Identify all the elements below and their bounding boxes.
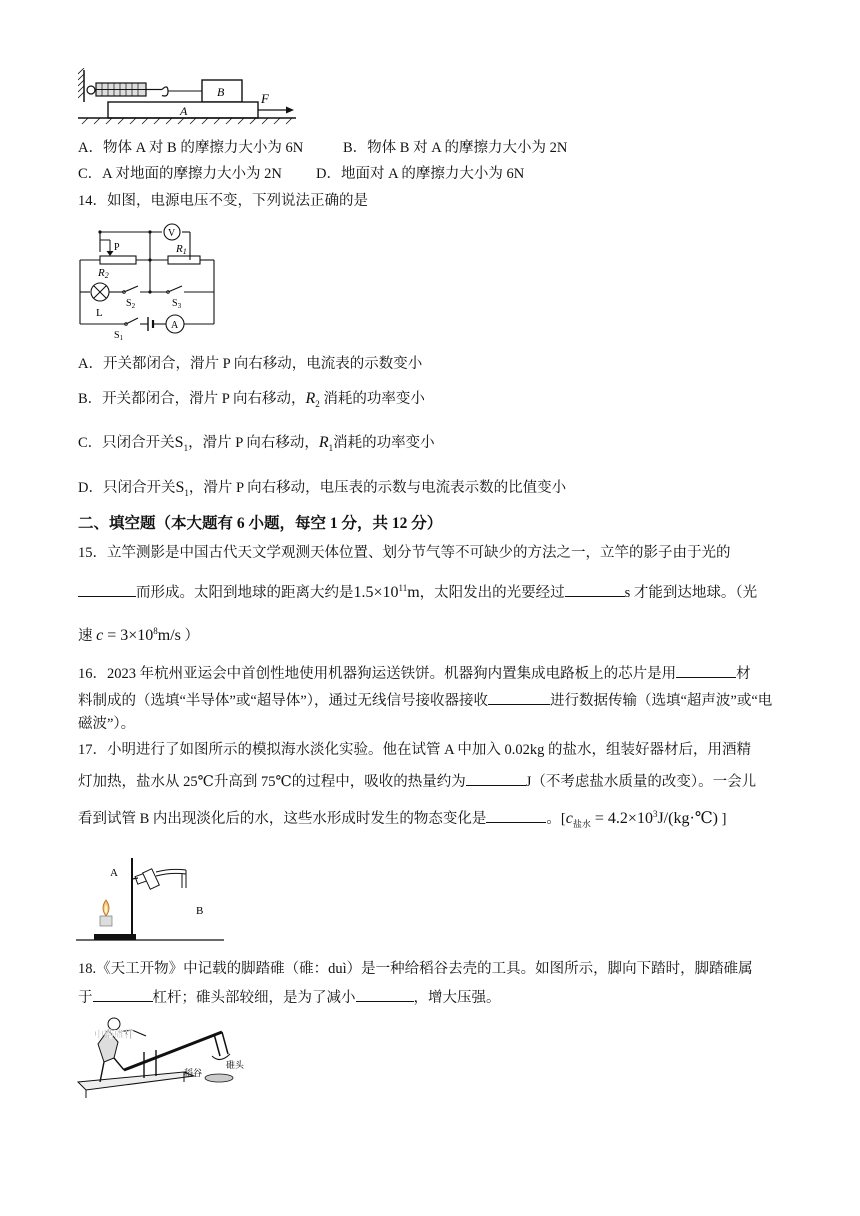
q14-label-a: A — [171, 320, 179, 331]
svg-text:S1 — [114, 330, 124, 342]
q16-line1-a: 16．2023 年杭州亚运会中首创性地使用机器狗运送铁饼。机器狗内置集成电路板上的芯片是用 — [78, 666, 677, 682]
q16-blank-2[interactable] — [488, 690, 550, 705]
q15-c-exp: 8 — [153, 626, 158, 636]
q17-blank-2[interactable] — [486, 808, 546, 823]
q17-distillation-figure — [76, 848, 226, 944]
q17-line3-a: 看到试管 B 内出现淡化后的水，这些水形成时发生的物态变化是 — [78, 811, 487, 827]
q14-option-b-post: 消耗的功率变小 — [323, 391, 425, 407]
q14-option-c-post: 消耗的功率变小 — [333, 435, 435, 451]
q13-option-c[interactable]: C．A 对地面的摩擦力大小为 2N — [78, 166, 282, 182]
q14-label-s3: S — [172, 298, 178, 309]
q17-c-exp: 3 — [652, 809, 658, 820]
q16-line2 — [78, 690, 772, 709]
q15-line3 — [78, 627, 199, 644]
q14-option-a[interactable]: A．开关都闭合，滑片 P 向右移动，电流表的示数变小 — [78, 356, 423, 372]
q14-label-p: P — [114, 242, 120, 253]
q16-blank-1[interactable] — [676, 663, 736, 678]
section-title-fill-blank: 二、填空题（本大题有 6 小题，每空 1 分，共 12 分） — [78, 515, 443, 532]
q14-option-c-mid: ，滑片 P 向右移动， — [188, 435, 319, 451]
q14-option-b-text: B．开关都闭合，滑片 P 向右移动， — [78, 391, 306, 407]
q14-option-d-sub: 1 — [184, 487, 189, 498]
q15-line3-b: ） — [180, 627, 200, 644]
q17-c-var: c — [565, 810, 573, 827]
q15-line2-b: ，太阳发出的光要经过 — [419, 585, 565, 601]
q18-label-grain: 稻谷 — [184, 1068, 203, 1078]
q15-line3-a: 速 — [78, 627, 97, 644]
svg-text:S3 — [172, 298, 182, 310]
q16-line2-a: 料制成的（选填“半导体”或“超导体”），通过无线信号接收器接收 — [78, 693, 488, 709]
q13-label-b: B — [217, 85, 225, 99]
q15-distance-exp: 11 — [398, 583, 408, 594]
q17-line2-a: 灯加热，盐水从 25℃升高到 75℃的过程中，吸收的热量约为 — [78, 774, 466, 790]
q15-line1: 15．立竿测影是中国古代天文学观测天体位置、划分节气等不可缺少的方法之一，立竿的影子由于光的 — [78, 545, 731, 561]
q17-line3 — [78, 808, 726, 829]
q17-line3-end: ] — [718, 811, 727, 827]
q14-option-c-sub: 1 — [183, 442, 189, 453]
q14-option-c-var: S — [174, 434, 184, 451]
q14-label-r1-sub: 1 — [182, 247, 187, 256]
q18-line2-a: 于 — [78, 990, 93, 1006]
q15-distance-num: 1.5×10 — [353, 584, 399, 601]
q18-line2 — [78, 987, 501, 1006]
q15-distance-unit: m — [407, 584, 420, 601]
q14-label-r1: R — [176, 243, 183, 255]
q15-c-unit: m/s — [157, 626, 181, 644]
q13-label-a: A — [180, 104, 188, 118]
q17-line3-b: 。[ — [546, 811, 566, 827]
q14-option-d-text: D．只闭合开关 — [78, 480, 176, 496]
q14-option-b[interactable] — [78, 391, 425, 409]
q15-blank-1[interactable] — [78, 582, 136, 597]
q15-line2 — [78, 582, 757, 601]
svg-text:R2 — [97, 267, 109, 280]
svg-text:S2 — [126, 298, 136, 310]
q14-option-c-var2: R — [318, 434, 329, 451]
q14-option-b-var: R — [305, 390, 316, 407]
q14-option-c-sub2: 1 — [328, 442, 334, 453]
q13-options-row2 — [78, 166, 525, 182]
q14-option-d[interactable] — [78, 480, 566, 498]
q14-circuit-figure — [76, 222, 218, 344]
q18-blank-1[interactable] — [93, 987, 153, 1002]
q14-label-s3-sub: 3 — [177, 302, 182, 310]
q13-option-d[interactable]: D．地面对 A 的摩擦力大小为 6N — [316, 166, 525, 182]
q18-foot-pestle-figure — [74, 1012, 254, 1100]
q15-blank-2[interactable] — [565, 582, 625, 597]
q17-c-sub: 盐水 — [572, 818, 591, 829]
q13-option-b[interactable]: B．物体 B 对 A 的摩擦力大小为 2N — [343, 140, 568, 156]
q14-label-s1: S — [114, 330, 120, 341]
q14-option-d-var: S — [175, 479, 185, 496]
q13-figure — [78, 68, 298, 130]
q14-option-c[interactable] — [78, 435, 435, 453]
q16-line3: 磁波”）。 — [78, 716, 136, 732]
q18-line2-b: 杠杆；碓头部较细，是为了减小 — [152, 990, 356, 1006]
q14-option-d-post: ，滑片 P 向右移动，电压表的示数与电流表示数的比值变小 — [188, 480, 567, 496]
q15-line2-a: 而形成。太阳到地球的距离大约是 — [136, 585, 354, 601]
q17-c-unit: J/(kg·℃) — [657, 810, 718, 827]
q13-options-row1 — [78, 140, 568, 156]
q16-line1 — [78, 663, 751, 682]
q14-label-l: L — [96, 307, 103, 319]
q17-c-eq: = 4.2×10 — [590, 810, 653, 827]
q18-line1: 18.《天工开物》中记载的脚踏碓（碓：duì）是一种给稻谷去壳的工具。如图所示，脚向下踏时，脚踏碓属 — [78, 961, 753, 977]
q14-label-r2: R — [98, 267, 105, 279]
q14-label-s1-sub: 1 — [119, 334, 124, 342]
q18-label-head: 碓头 — [226, 1060, 245, 1070]
q14-stem: 14．如图，电源电压不变，下列说法正确的是 — [78, 193, 368, 209]
q15-c-eq: = 3×10 — [103, 626, 154, 644]
q16-line2-b: 进行数据传输（选填“超声波”或“电 — [550, 693, 773, 709]
q15-c-var: c — [96, 626, 104, 644]
q17-label-a: A — [110, 867, 118, 879]
q18-line2-c: ，增大压强。 — [413, 990, 501, 1006]
q13-label-f: F — [261, 91, 269, 106]
q17-label-b: B — [196, 905, 204, 917]
q17-line1: 17．小明进行了如图所示的模拟海水淡化实验。他在试管 A 中加入 0.02kg 的盐水，组装好器材后，用酒精 — [78, 742, 752, 758]
q14-label-r2-sub: 2 — [104, 271, 109, 280]
q14-label-s2-sub: 2 — [131, 302, 136, 310]
q17-line2 — [78, 771, 756, 790]
q14-option-c-text: C．只闭合开关 — [78, 435, 175, 451]
q18-blank-2[interactable] — [356, 987, 414, 1002]
q17-line2-b: J（不考虑盐水质量的改变）。一会儿 — [525, 774, 757, 790]
q16-line1-b: 材 — [736, 666, 751, 682]
q15-line2-c: s 才能到达地球。（光 — [624, 585, 758, 601]
q13-option-a[interactable]: A．物体 A 对 B 的摩擦力大小为 6N — [78, 140, 304, 156]
q14-option-b-sub: 2 — [315, 398, 320, 409]
q18-label-lever: 中踏碓杆 — [94, 1030, 134, 1041]
q14-label-v: V — [168, 228, 176, 239]
svg-text:R1 — [175, 243, 187, 256]
q17-blank-1[interactable] — [466, 771, 526, 786]
q14-label-s2: S — [126, 298, 132, 309]
